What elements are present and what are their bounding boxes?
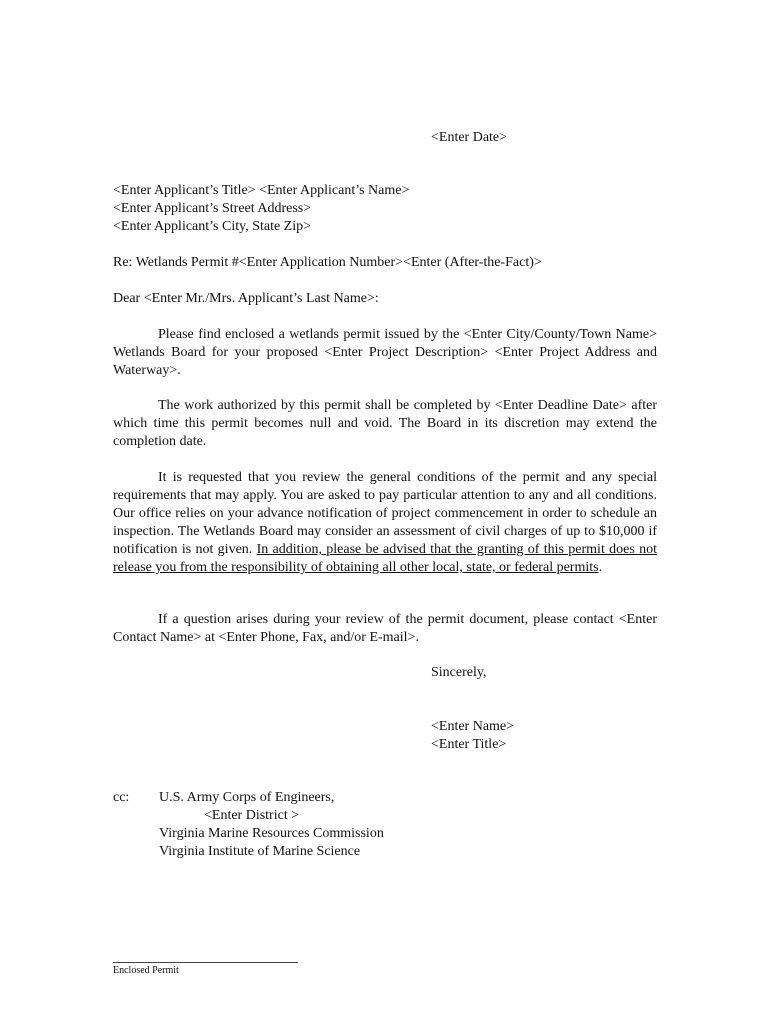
cc-label: cc: [113, 790, 130, 805]
paragraph-3-text [113, 469, 657, 577]
paragraph-1-text: Please find enclosed a wetlands permit issued by the <Enter City/County/Town Name> Wetlands Board for your proposed <Enter Project Description> <Enter Project Address and Waterway>. [113, 327, 657, 378]
signature-title: <Enter Title> [431, 737, 507, 752]
closing: Sincerely, [431, 665, 487, 680]
recipient-line-1: <Enter Applicant’s Title> <Enter Applicant’s Name> [113, 183, 410, 198]
paragraph-3-end: . [598, 560, 603, 575]
footnote-enclosure: Enclosed Permit [113, 965, 179, 976]
re-line: Re: Wetlands Permit #<Enter Application Number><Enter (After-the-Fact)> [113, 255, 542, 270]
paragraph-2-text: The work authorized by this permit shall be completed by <Enter Deadline Date> after which time this permit becomes null and void. The Board in its discretion may extend the completion date. [113, 398, 657, 449]
paragraph-3 [113, 469, 657, 577]
paragraph-2 [113, 397, 657, 451]
paragraph-4-text: If a question arises during your review of the permit document, please contact <Enter Contact Name> at <Enter Phone, Fax, and/or E-mail>. [113, 612, 657, 645]
paragraph-3-plain: It is requested that you review the general conditions of the permit and any special requirements that may apply. You are asked to pay particular attention to any and all conditions. Our office relies on your advance notification of project commencement in order to schedule an inspection. The Wetlands Board may consider an assessment of civil charges of up to $10,000 if notification is not given. [113, 470, 657, 557]
cc-item-vims: Virginia Institute of Marine Science [159, 844, 361, 859]
cc-item-vmrc: Virginia Marine Resources Commission [159, 826, 384, 841]
salutation: Dear <Enter Mr./Mrs. Applicant’s Last Name>: [113, 291, 379, 306]
footnote-divider [113, 962, 298, 963]
paragraph-4 [113, 611, 657, 647]
paragraph-3-underlined: In addition, please be advised that the granting of this permit does not release you from the responsibility of obtaining all other local, state, or federal permits [113, 542, 657, 575]
recipient-line-2: <Enter Applicant’s Street Address> [113, 201, 312, 216]
recipient-line-3: <Enter Applicant’s City, State Zip> [113, 219, 312, 234]
paragraph-1 [113, 326, 657, 380]
cc-item-army-corps: U.S. Army Corps of Engineers, [159, 790, 335, 805]
signature-name: <Enter Name> [431, 719, 515, 734]
cc-item-district: <Enter District > [204, 808, 300, 823]
letter-date: <Enter Date> [431, 130, 508, 145]
